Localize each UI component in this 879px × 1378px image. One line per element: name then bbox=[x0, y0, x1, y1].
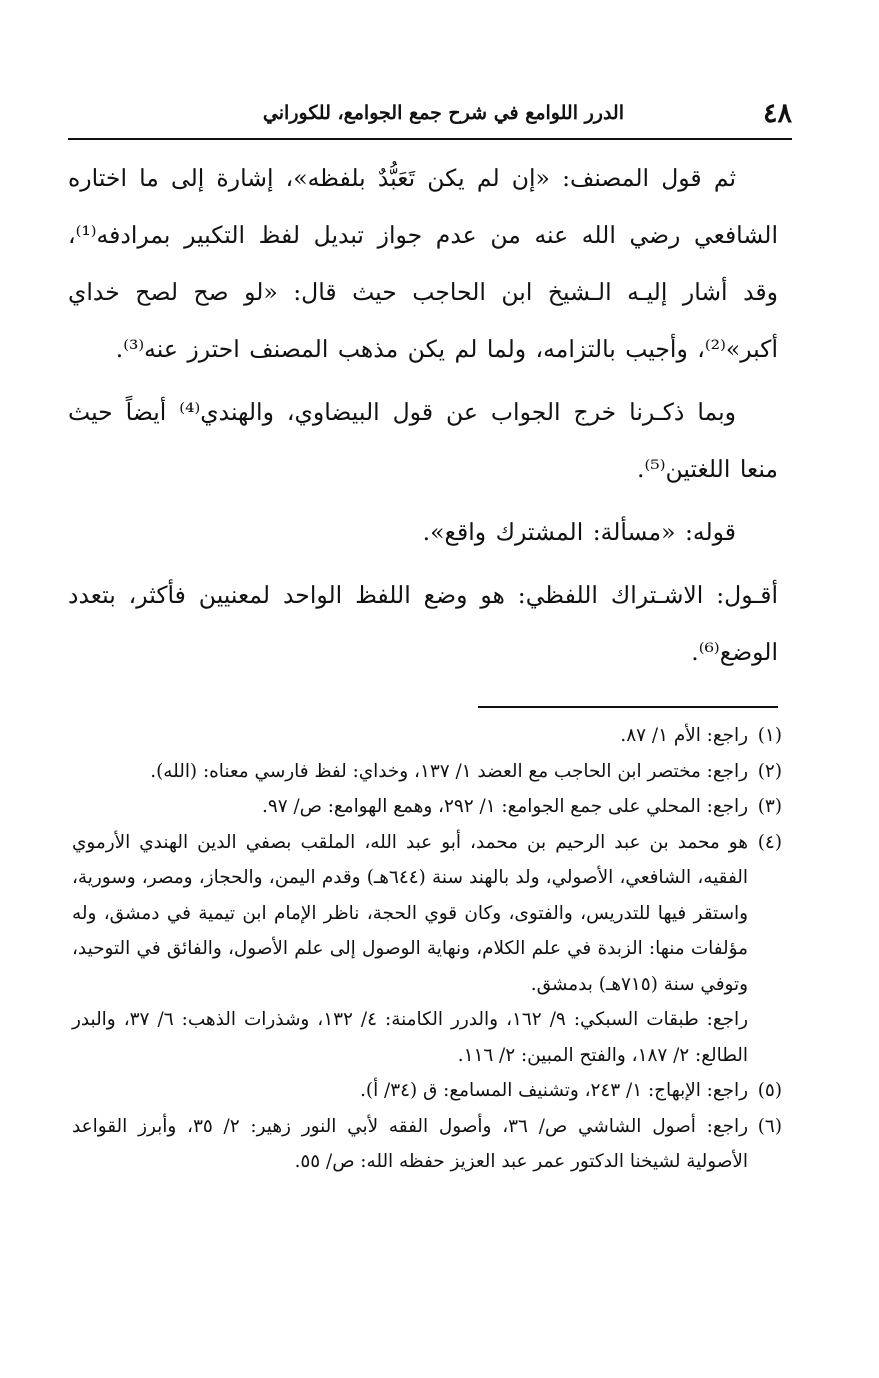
page-header bbox=[68, 88, 792, 140]
paragraph-3: قوله: «مسألة: المشترك واقع». bbox=[422, 518, 736, 546]
header-rule bbox=[68, 138, 792, 140]
footnote-4-sources: راجع: طبقات السبكي: ٩/ ١٦٢، والدرر الكامنة: ٤/ ١٣٢، وشذرات الذهب: ٦/ ٣٧، والبدر الطالع: ٢/ ١٨٧، والفتح المبين: ٢/ ١١٦. bbox=[72, 1009, 749, 1066]
footnote-4 bbox=[72, 825, 782, 1003]
footnote-number: (٢) bbox=[757, 760, 782, 782]
footnote-number: (١) bbox=[757, 725, 782, 746]
footnote-2 bbox=[72, 754, 782, 790]
footnote-number: (٣) bbox=[757, 796, 782, 817]
footnote-number: (٦) bbox=[757, 1115, 782, 1137]
paragraph-4: أقـول: الاشـتراك اللفظي: هو وضع اللفظ الواحد لمعنيين فأكثر، بتعدد الوضع⁽⁶⁾. bbox=[68, 581, 778, 666]
footnote-text: راجع: المحلي على جمع الجوامع: ١/ ٢٩٢، وهمع الهوامع: ص/ ٩٧. bbox=[261, 796, 748, 817]
footnote-separator bbox=[478, 706, 778, 708]
footnote-6 bbox=[72, 1109, 782, 1180]
footnote-text: راجع: أصول الشاشي ص/ ٣٦، وأصول الفقه لأبي النور زهير: ٢/ ٣٥، وأبرز القواعد الأصولية لشيخنا الدكتور عمر عبد العزيز حفظه الله: ص/ ٥٥. bbox=[72, 1115, 748, 1172]
footnote-1 bbox=[72, 718, 782, 754]
footnote-number: (٥) bbox=[757, 1080, 782, 1101]
footnote-text: راجع: مختصر ابن الحاجب مع العضد ١/ ١٣٧، وخداي: لفظ فارسي معناه: (الله). bbox=[150, 760, 748, 782]
running-title: الدرر اللوامع في شرح جمع الجوامع، للكوراني bbox=[262, 102, 624, 124]
footnote-text: راجع: الأم ١/ ٨٧. bbox=[620, 725, 748, 746]
paragraph-1: ثم قول المصنف: «إن لم يكن تَعَبُّدٌ بلفظه»، إشارة إلى ما اختاره الشافعي رضي الله عنه من عدم جواز تبديل لفظ التكبير بمرادفه⁽¹⁾، وقد أشار إليـه الـشيخ ابن الحاجب حيث قال: «لو صح لصح خداي أكبر»⁽²⁾، وأجيب بالتزامه، ولما لم يكن مذهب المصنف احترز عنه⁽³⁾. bbox=[68, 164, 778, 363]
footnote-5 bbox=[72, 1073, 782, 1109]
footnotes bbox=[72, 718, 782, 1180]
footnote-3 bbox=[72, 789, 782, 825]
footnote-number: (٤) bbox=[757, 831, 782, 853]
footnote-text: راجع: الإبهاج: ١/ ٢٤٣، وتشنيف المسامع: ق (٣٤/ أ). bbox=[360, 1080, 748, 1101]
page-number: ٤٨ bbox=[762, 98, 792, 129]
main-text bbox=[68, 150, 778, 681]
footnote-text: هو محمد بن عبد الرحيم بن محمد، أبو عبد الله، الملقب بصفي الدين الهندي الأرموي الفقيه، الشافعي، الأصولي، ولد بالهند سنة (٦٤٤هـ) وقدم اليمن، والحجاز، ومصر، وسورية، واستقر فيها للتدريس، والفتوى، وكان قوي الحجة، ناظر الإمام ابن تيمية في دمشق، وله مؤلفات منها: الزبدة في علم الكلام، ونهاية الوصول إلى علم الأصول، والفائق في التوحيد، وتوفي سنة (٧١٥هـ) بدمشق. bbox=[72, 831, 749, 995]
paragraph-2: وبما ذكـرنا خرج الجواب عن قول البيضاوي، والهندي⁽⁴⁾ أيضاً حيث منعا اللغتين⁽⁵⁾. bbox=[68, 398, 778, 483]
